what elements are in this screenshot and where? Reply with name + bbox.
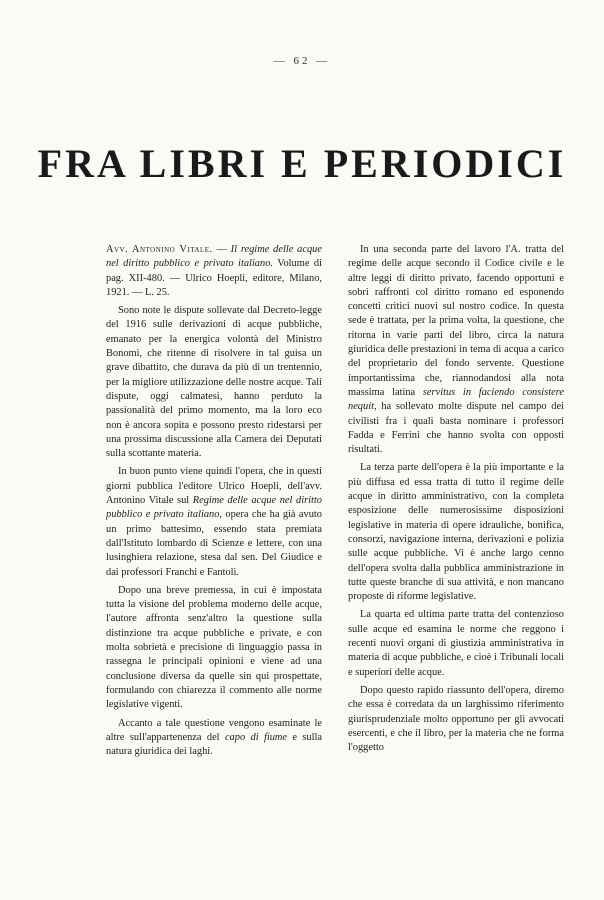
paragraph-text: ha sollevato molte dispute nel campo dei civilisti fra i quali basta nominare i professori Fadda e Ferrini che hanno svolta con opposti risultati.: [348, 401, 564, 456]
review-book-title: Il regime delle acque nel diritto pubblico e privato italiano.: [106, 244, 322, 270]
paragraph: La quarta ed ultima parte tratta del contenzioso sulle acque ed esamina le norme che reggono i recenti nuovi organi di giustizia amministrativa in materia di acque pubbliche, e cioè i Tribunali locali e superiori delle acque.: [348, 609, 564, 678]
page-number: — 62 —: [273, 55, 331, 67]
paragraph: [106, 717, 322, 760]
paragraph: Sono note le dispute sollevate dal Decreto-legge del 1916 sulle derivazioni di acque pubbliche, emanato per la energica volontà del Ministro Bonomi, che ritenne di risolvere in tal guisa un grave dibattito, che durava da più di un trentennio, per la migliore utilizzazione delle nostre acque. Tali dispute, oggi calmatesi, hanno perduto la passionalità del primo momento, ma la loro eco non è ancora sopita e possono presto ridestarsi per una prossima discussione alla Camera dei Deputati sulla scottante materia.: [106, 305, 322, 460]
italic-term: capo di fiume: [224, 731, 288, 743]
book-title-inline: Regime delle acque nel diritto pubblico e privato italiano,: [106, 495, 322, 521]
paragraph: [106, 465, 322, 579]
paragraph-text: opera che ha già avuto un primo battesimo, essendo stata premiata dall'Istituto lombardo di Scienze e lettere, con una lusinghiera relazione, stesa dal sen. Del Giudice e dai professori Franchi e Fantoli.: [106, 509, 322, 578]
right-column: [348, 243, 564, 755]
left-column: [106, 243, 322, 759]
paragraph-text: In buon punto viene quindi l'opera, che in questi giorni pubblica l'editore Ulrico Hoepli, dell'avv. Antonino Vitale sul: [106, 466, 322, 507]
paragraph: Dopo questo rapido riassunto dell'opera, diremo che essa è corredata da un larghissimo riferimento giurisprudenziale molto opportuno per gli avvocati esercenti, e che il libro, per la materia che ne forma l'oggetto: [348, 684, 564, 754]
paragraph: [348, 243, 564, 457]
paragraph-text: Accanto a tale questione vengono esaminate le altre sull'appartenenza del: [106, 717, 322, 743]
latin-maxim: servitus in faciendo consistere nequit,: [348, 386, 564, 413]
paragraph-text: e sulla natura giuridica dei laghi.: [106, 731, 322, 758]
paragraph-text: In una seconda parte del lavoro l'A. tratta del regime delle acque secondo il Codice civile e le altre leggi di diritto privato, facendo opportuni e sobri raffronti col diritto romano ed esponendo concetti critici nuovi sul nostro codice. In questa sede è trattata, per la prima volta, la questione, che ritorna in varie parti del libro, circa la natura giuridica delle prestazioni in tema di acqua a carico del proprietario del fondo servente. Questione importantissima che, riannodandosi alla nota massima latina: [348, 244, 564, 398]
review-dash: —: [212, 244, 231, 255]
review-details: Volume di pag. XII-480. — Ulrico Hoepli, editore, Milano, 1921. — L. 25.: [106, 258, 322, 298]
section-title: FRA LIBRI E PERIODICI: [37, 141, 567, 186]
paragraph: Dopo una breve premessa, in cui è impostata tutta la visione del problema moderno delle acque, l'autore affronta senz'altro la questione sulla distinzione tra acque pubbliche e private, e con molta sobrietà e precisione di linguaggio passa in rassegna le principali opinioni e viene ad una conclusione diversa da quelle sin qui prospettate, formulando con chiarezza il commento alle norme legislative vigenti.: [106, 584, 322, 711]
review-reference: [106, 243, 322, 300]
paragraph: La terza parte dell'opera è la più importante e la più diffusa ed essa tratta di tutto il regime delle acque in diritto amministrativo, con la completa esposizione delle numerosissime disposizioni legislative in materia di opere idrauliche, bonifica, consorzi, navigazione interna, derivazioni e polizia sulle acque pubbliche. Vi è anche largo cenno dell'opera svolta dalla pubblica amministrazione in tutte queste branche di sua attività, e non mancano proposte di riforme legislative.: [348, 462, 564, 603]
review-author: Avv. Antonino Vitale.: [106, 244, 213, 255]
